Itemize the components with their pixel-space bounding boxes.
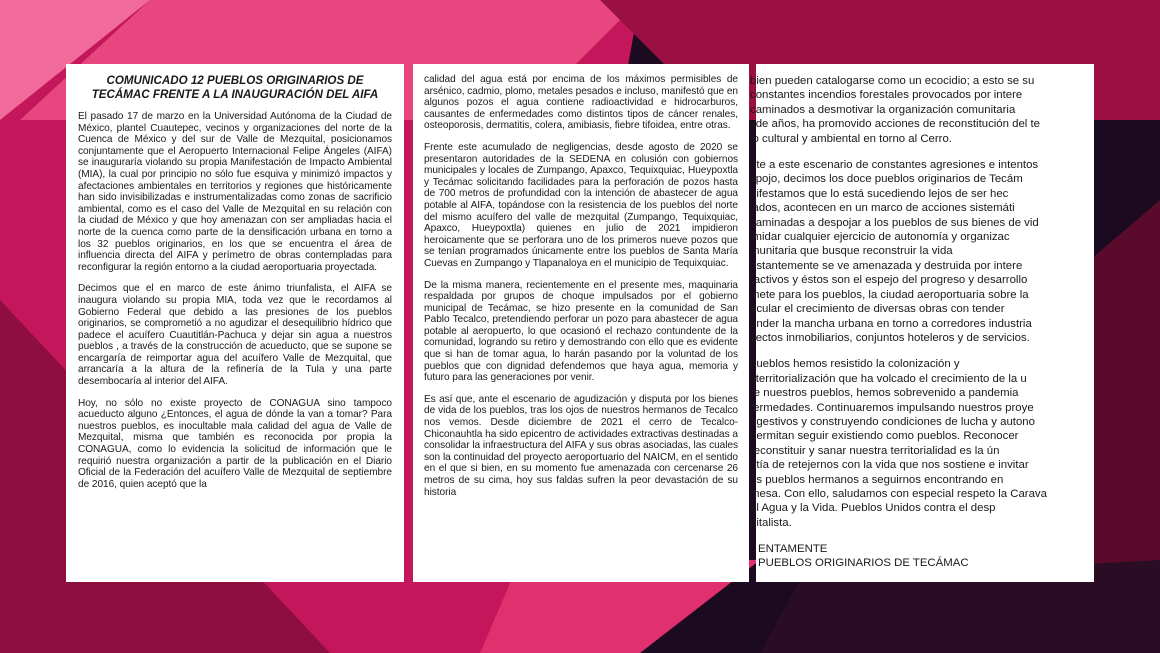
text-line: sde años, ha promovido acciones de reconstitución del te [750, 118, 1041, 131]
text-line: bien pueden catalogarse como un ecocidio; a esto se su [750, 75, 1035, 87]
text-line: nte a este escenario de constantes agresiones e intentos [750, 159, 1039, 172]
text-line: os pueblos hermanos a seguirnos encontrando en [750, 473, 1004, 486]
paragraph: calidad del agua está por encima de los máximos permisibles de arsénico, cadmio, plomo, metales pesados e incluso, manifestó que en algunos pozos el agua contiene radioactividad e hidrocarburos, causantes de enfermedades como distintos tipos de cáncer renales, osteoporosis, dermatitis, colera, amibiasis, fiebre tifoidea, entre otras. [424, 74, 738, 132]
paragraph: Frente este acumulado de negligencias, desde agosto de 2020 se presentaron autoridades de la SEDENA en colusión con gobiernos municipales y locales de Zumpango, Apaxco, Tequixquiac, Hueypoxtla y Tecámac solicitando facilidades para la perforación de pozos hasta de 700 metros de profundidad con la intención de abastecer de agua potable al AIFA, topándose con la resistencia de los pueblos del norte del mismo acuífero del valle de mezquital (Zumpango, Tequixquiac, Apaxco, Hueypoxtla) quienes en julio de 2021 impidieron heroicamente que se perforara uno de los primeros nueve pozos que se tenían programados únicamente entre los pueblos de Santa María Cuevas en Zumpango y Tlapanaloya en el municipio de Tequixquiac. [424, 141, 738, 269]
paragraph: De la misma manera, recientemente en el presente mes, maquinaria respaldada por grupos de choque impulsados por el gobierno municipal de Tecámac, se hizo presente en la comunidad de San Pablo Tecalco, pretendiendo perforar un pozo para abastecer de agua potable al aeropuerto, lo que ocasionó el rechazo contundente de la comunidad, logrando su retiro y demostrando con ello que es evidente que si han de tomar agua, lo harán pasando por la voluntad de los pueblos que con dignidad defendemos que haya agua, memoria y futuro para las generaciones por venir. [424, 279, 738, 384]
text-line: sterritorialización que ha volcado el crecimiento de la u [750, 372, 1027, 385]
text-line: ogestivos y construyendo condiciones de lucha y autono [750, 415, 1035, 428]
text-line: ntía de retejernos con la vida que nos sostiene e invitar [750, 459, 1029, 472]
text-line: caminados a desmotivar la organización comunitaria [750, 103, 1016, 116]
paragraph [750, 74, 1090, 146]
paragraph: Decimos que el en marco de este ánimo triunfalista, el AIFA se inaugura violando su propia MIA, toda vez que le recordamos al Gobierno Federal que debido a las presiones de los pueblos originarios, se comprometió a no agudizar el desequilibrio hídrico que padece el acuífero Cuautitlán-Pachuca y dejar sin agua a nuestros pueblos , a través de la construcción de acueducto, que se supone se encargaría de reimportar agua del acuífero Valle de Mezquital, que arrancaría a la altura de la refinería de la Tula y una parte desembocaría al interior del AIFA. [78, 283, 392, 388]
text-line: ender la mancha urbana en torno a corredores industria [750, 317, 1032, 330]
signature-block [758, 542, 1090, 570]
text-line: permitan seguir existiendo como pueblos. Reconocer [750, 430, 1019, 443]
text-line: el Agua y la Vida. Pueblos Unidos contra el desp [750, 502, 996, 515]
text-line: nstantemente se ve amenazada y destruida por intere [750, 259, 1023, 272]
text-line: io cultural y ambiental en torno al Cerro. [750, 132, 952, 145]
text-line: constantes incendios forestales provocados por intere [750, 89, 1023, 102]
paragraph [750, 158, 1090, 345]
text-line: mesa. Con ello, saludamos con especial respeto la Carava [750, 487, 1047, 500]
signature-line: PUEBLOS ORIGINARIOS DE TECÁMAC [758, 557, 969, 570]
text-line: mete para los pueblos, la ciudad aeroportuaria sobre la [750, 288, 1029, 301]
paragraph: Es así que, ante el escenario de agudización y disputa por los bienes de vida de los pueblos, tras los ojos de nuestros hermanos de Tecalco nos vemos. Desde diciembre de 2021 el cerro de Tecalco-Chiconauhtla ha sido epicentro de actividades extractivas destinadas a consolidar la infraestructura del AIFA y sus obras asociadas, las cuales son la continuidad del proyecto aeroportuario del NAICM, en el sentido en el que si bien, en su momento fue amenazada con cercenarse 26 metros de su cima, hoy sus faldas sufren la peor devastación de su historia [424, 393, 738, 498]
paragraph: Hoy, no sólo no existe proyecto de CONAGUA sino tampoco acueducto alguno ¿Entonces, el agua de dónde la van a tomar? Para nuestros pueblos, es inocultable mala calidad del agua de Valle de Mezquital, misma que también es reconocida por propia la CONAGUA, como lo evidencia la solicitud de información que le requirió nuestra organización a partir de la publicación en el Diario Oficial de la Federación del acuífero Valle de Mezquital de septiembre de 2016, quien aceptó que la [78, 397, 392, 490]
document-page-3 [750, 64, 1094, 582]
text-line: ecular el crecimiento de diversas obras con tender [750, 303, 1005, 316]
text-line: caminadas a despojar a los pueblos de sus bienes de vid [750, 216, 1039, 229]
text-line: re nuestros pueblos, hemos sobrevenido a pandemia [750, 387, 1019, 400]
text-line: pitalista. [750, 516, 792, 529]
text-line: ractivos y éstos son el espejo del progreso y desarrollo [750, 274, 1028, 287]
signature-line: ENTAMENTE [758, 543, 828, 556]
text-line: reconstituir y sanar nuestra territorialidad es la ún [750, 444, 1000, 457]
text-line: yectos inmobiliarios, conjuntos hoteleros y de servicios. [750, 331, 1030, 344]
text-line: pueblos hemos resistido la colonización y [750, 358, 960, 371]
paragraph: El pasado 17 de marzo en la Universidad Autónoma de la Ciudad de México, plantel Cuautepec, vecinos y organizaciones del norte de la Cuenca de México y del sur de Valle de Mezquital, posicionamos conjuntamente que el Aeropuerto Internacional Felipe Ángeles (AIFA) se inauguraría violando su propia Manifestación de Impacto Ambiental (MIA), la cual por principio no sólo fue esquiva y minimizó impactos y afectaciones ambientales en territorios y regiones que históricamente han sido invisibilizadas e instrumentalizadas como zonas de sacrificio ambiental, como es el caso del Valle de Mezquital en su relación con la ciudad de México y que hoy amenazan con ser ampliadas hacia el norte de la cuenca como parte de la densificación urbana en torno a los 32 pueblos originarios, en los que se encuentra el área de influencia directa del AIFA y perímetro de obras contempladas para reconfigurar la región entorno a la ciudad aeroportuaria proyectada. [78, 111, 392, 273]
document-page-2 [413, 64, 749, 582]
text-line: nifestamos que lo está sucediendo lejos de ser hec [750, 187, 1009, 200]
paragraph [750, 357, 1090, 530]
text-line: spojo, decimos los doce pueblos originarios de Tecám [750, 173, 1023, 186]
document-page-1 [66, 64, 404, 582]
text-line: imidar cualquier ejercicio de autonomía y organizac [750, 231, 1010, 244]
document-title: COMUNICADO 12 PUEBLOS ORIGINARIOS DE TECÁMAC FRENTE A LA INAUGURACIÓN DEL AIFA [91, 74, 379, 101]
text-line: fermedades. Continuaremos impulsando nuestros proye [750, 401, 1034, 414]
text-line: lados, acontecen en un marco de acciones sistemáti [750, 202, 1015, 215]
text-line: munitaria que busque reconstruir la vida [750, 245, 953, 258]
